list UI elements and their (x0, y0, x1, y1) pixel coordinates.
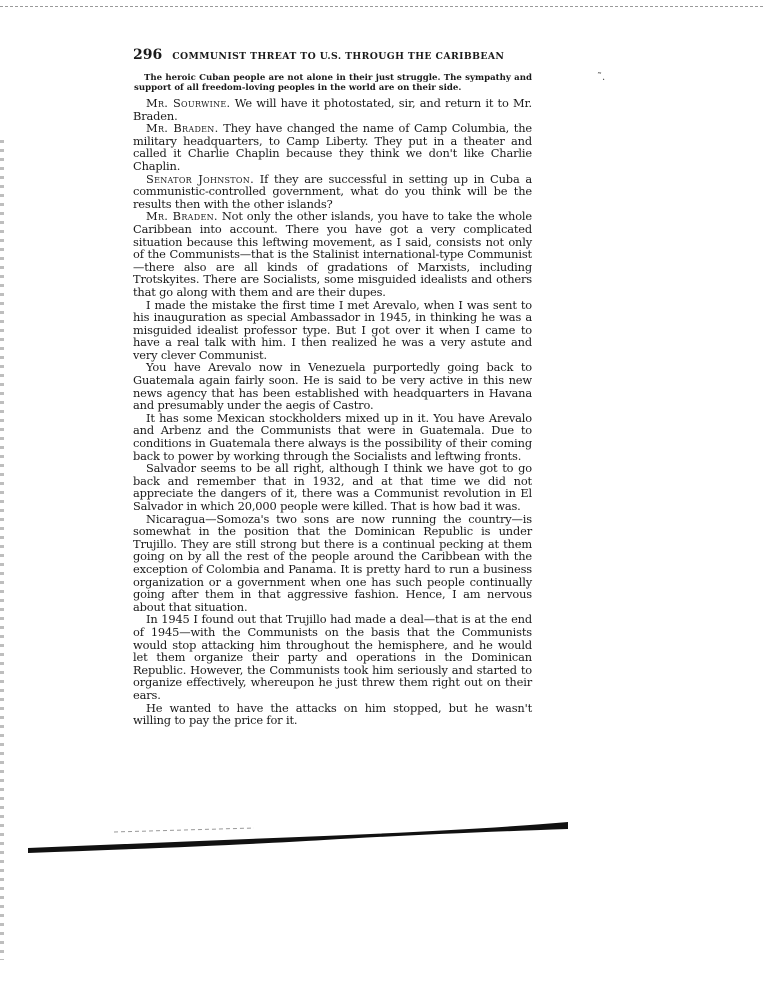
paragraph (133, 462, 532, 512)
paragraph-text: You have Arevalo now in Venezuela purportedly going back to Guatemala again fairly soon. He is said to be very active in this new news agency that has been established with headquarters in Havana and presumably under the aegis of Castro. (133, 360, 532, 413)
scan-artifact-rule (24, 818, 570, 858)
paragraph-text: Not only the other islands, you have to take the whole Caribbean into account. There you have got a very complicated situation because this leftwing movement, as I said, consists not only of the Communists—that is the Stalinist international-type Communist—there also are all kinds of gradations of Marxists, including Trotskyites. There are Socialists, some misguided idealists and others that go along with them and are their dupes. (133, 209, 532, 299)
paragraph-text: They have changed the name of Camp Columbia, the military headquarters, to Camp Liberty. They put in a theater and called it Charlie Chaplin because they think we don't like Charlie Chaplin. (133, 121, 532, 173)
speaker-name: Mr. Braden. (146, 121, 219, 136)
paragraph (133, 702, 532, 727)
paragraph-text: In 1945 I found out that Trujillo had made a deal—that is at the end of 1945—with the Communists on the basis that the Communists would stop attacking him throughout the hemisphere, and he would let them organize their party and operations in the Dominican Republic. However, the Communists took him seriously and started to organize effectively, whereupon he just threw them right out on their ears. (133, 612, 532, 702)
speaker-name: Mr. Sourwine. (146, 96, 231, 110)
paragraph (133, 210, 532, 298)
paragraph-text: If they are successful in setting up in Cuba a communistic-controlled government, what do you think will be the results then with the other islands? (133, 171, 532, 211)
paragraph (133, 361, 532, 411)
paragraph (133, 412, 532, 462)
running-title: COMMUNIST THREAT TO U.S. THROUGH THE CARIBBEAN (172, 51, 505, 62)
page-header (133, 47, 533, 63)
paragraph-text: I made the mistake the first time I met Arevalo, when I was sent to his inauguration as special Ambassador in 1945, in thinking he was a misguided idealist professor type. But I got over it when I came to have a real talk with him. I then realized he was a very astute and very clever Communist. (133, 297, 532, 362)
page-number: 296 (133, 47, 163, 63)
scan-left-edge (0, 140, 4, 960)
paragraph (133, 122, 532, 172)
paragraph-text: Salvador seems to be all right, although I think we have got to go back and remember that in 1932, and at that time we did not appreciate the dangers of it, there was a Communist revolution in El Salvador in which 20,000 people were killed. That is how bad it was. (133, 461, 532, 513)
paragraph (133, 513, 532, 614)
speaker-name: Senator Johnston. (146, 171, 255, 186)
scan-top-edge (0, 0, 763, 7)
paragraph-text: He wanted to have the attacks on him stopped, but he wasn't willing to pay the price for it. (133, 700, 532, 728)
body-text (133, 97, 532, 727)
paragraph (133, 97, 532, 122)
paragraph (133, 173, 532, 211)
paragraph-text: We will have it photostated, sir, and return it to Mr. Braden. (133, 96, 533, 123)
paragraph (133, 299, 532, 362)
speaker-name: Mr. Braden. (146, 209, 218, 224)
paragraph (133, 613, 532, 701)
paragraph-text: It has some Mexican stockholders mixed up in it. You have Arevalo and Arbenz and the Communists that were in Guatemala. Due to conditions in Guatemala there always is the possibility of their coming back to power by working through the Socialists and leftwing fronts. (133, 410, 532, 463)
scan-speck: ˜. (597, 72, 606, 83)
paragraph-text: Nicaragua—Somoza's two sons are now running the country—is somewhat in the position that the Dominican Republic is under Trujillo. They are still strong but there is a continual pecking at them going on by all the rest of the people around the Caribbean with the exception of Colombia and Panama. It is pretty hard to run a business organization or a government when one has such people continually going after them in that aggressive fashion. Hence, I am nervous about that situation. (133, 511, 532, 614)
quoted-passage: The heroic Cuban people are not alone in their just struggle. The sympathy and support of all freedom-loving peoples in the world are on their side. (134, 73, 532, 93)
